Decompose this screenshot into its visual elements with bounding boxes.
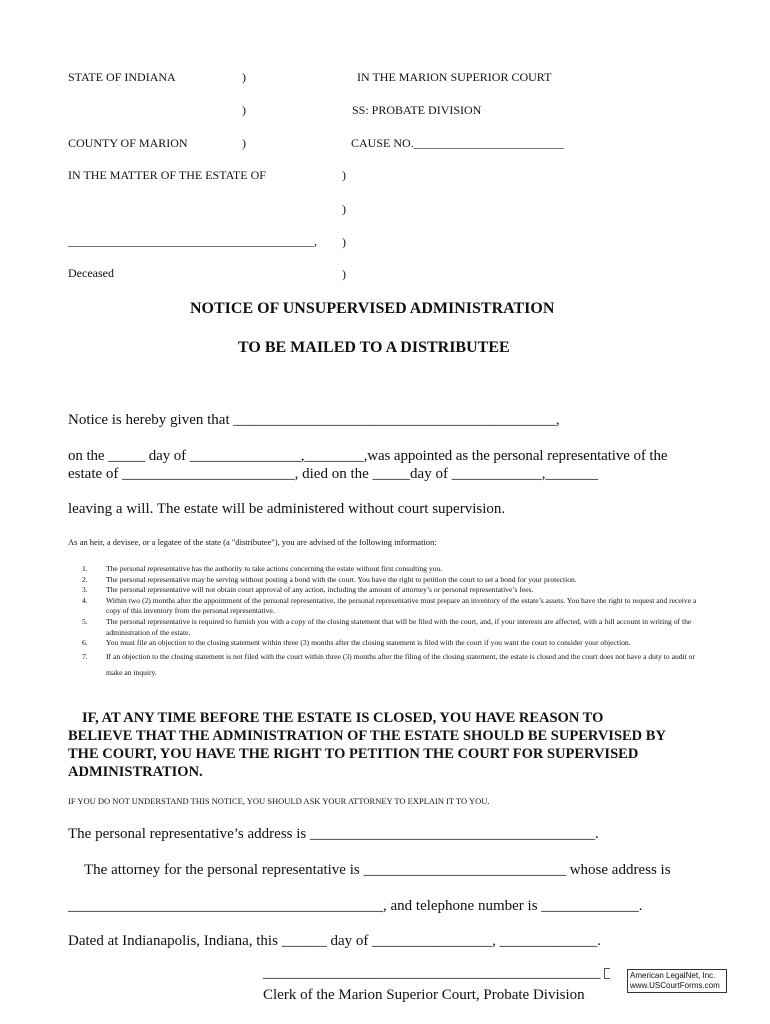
item-text: The personal representative may be serving without posting a bond with the court. You have the right to petition the court to set a bond for your protection. (106, 574, 577, 584)
item-text: The personal representative will not obtain court approval of any action, including the amount of attorney’s or personal representative’s fees. (106, 585, 534, 595)
county-label: COUNTY OF MARION (68, 136, 188, 150)
dated-line: Dated at Indianapolis, Indiana, this ______ day of ________________, _____________. (68, 933, 601, 949)
list-item (82, 596, 702, 617)
list-item (82, 564, 702, 575)
deceased-label: Deceased (68, 266, 114, 280)
item-number: 7. (82, 651, 88, 661)
stamp-company: American LegalNet, Inc. (630, 971, 716, 980)
advisement-text: As an heir, a devisee, or a legatee of the state (a "distributee"), you are advised of the following information: (68, 537, 437, 547)
caption-paren: ) (342, 168, 346, 182)
caption-paren: ) (342, 202, 346, 216)
item-text: The personal representative has the authority to take actions concerning the estate without first consulting you. (106, 564, 443, 573)
estate-of-line: estate of _______________________, died on the _____day of ____________,_______ (68, 466, 598, 482)
item-text: The personal representative is required to furnish you with a copy of the closing statement that will be filed with the court, and, if your interests are affected, with a full account in writing of the administration of the estate. (106, 616, 692, 637)
caption-paren: ) (242, 103, 246, 117)
caption-paren: ) (242, 70, 246, 84)
caption-paren: ) (342, 267, 346, 281)
division-label: SS: PROBATE DIVISION (352, 103, 482, 117)
item-number: 3. (82, 585, 88, 595)
list-item (82, 617, 702, 638)
item-number: 6. (82, 638, 88, 648)
document-subtitle: TO BE MAILED TO A DISTRIBUTEE (238, 339, 510, 356)
list-item (82, 649, 702, 681)
cause-number-field: CAUSE NO._________________________ (351, 136, 564, 150)
clerk-label: Clerk of the Marion Superior Court, Probate Division (263, 987, 585, 1003)
stamp-website: www.USCourtForms.com (630, 981, 720, 990)
item-text: If an objection to the closing statement is not filed with the court within three (3) months after the filing of the closing statement, the estate is closed and the court does not have a duty to audit or make an inquiry. (106, 651, 695, 677)
attorney-line: The attorney for the personal representative is ___________________________ whose address is (84, 862, 671, 878)
list-item (82, 638, 702, 649)
attorney-advice-text: IF YOU DO NOT UNDERSTAND THIS NOTICE, YOU SHOULD ASK YOUR ATTORNEY TO EXPLAIN IT TO YOU. (68, 796, 490, 806)
will-line: leaving a will. The estate will be administered without court supervision. (68, 501, 506, 517)
document-title: NOTICE OF UNSUPERVISED ADMINISTRATION (190, 300, 555, 317)
warning-line-4: ADMINISTRATION. (68, 764, 203, 780)
list-item (82, 575, 702, 586)
warning-line-1: IF, AT ANY TIME BEFORE THE ESTATE IS CLOSED, YOU HAVE REASON TO (82, 710, 604, 726)
list-item (82, 585, 702, 596)
attorney-phone-line: __________________________________________, and telephone number is _____________. (68, 898, 643, 914)
court-label: IN THE MARION SUPERIOR COURT (357, 70, 552, 84)
cursor-bracket-icon (604, 968, 610, 979)
state-label: STATE OF INDIANA (68, 70, 176, 84)
item-number: 5. (82, 616, 88, 626)
representative-address-line: The personal representative’s address is ______________________________________. (68, 826, 599, 842)
publisher-stamp (627, 969, 727, 993)
decedent-name-line: _________________________________________, (68, 234, 317, 248)
item-text: You must file an objection to the closing statement within three (3) months after the closing statement is filed with the court if you want the court to consider your objection. (106, 638, 631, 648)
warning-line-2: BELIEVE THAT THE ADMINISTRATION OF THE ESTATE SHOULD BE SUPERVISED BY (68, 728, 666, 744)
item-text: Within two (2) months after the appointment of the personal representative, the personal representative must prepare an inventory of the estate’s assets. You have the right to request and receive a copy of this inventory from the personal representative. (106, 595, 697, 616)
item-number: 1. (82, 564, 88, 573)
caption-paren: ) (242, 136, 246, 150)
notice-given-line: Notice is hereby given that ___________________________________________, (68, 412, 560, 428)
advisement-list (82, 564, 702, 681)
appointment-line: on the _____ day of _______________,________,was appointed as the personal representative of the (68, 448, 668, 464)
warning-line-3: THE COURT, YOU HAVE THE RIGHT TO PETITION THE COURT FOR SUPERVISED (68, 746, 639, 762)
signature-line: _____________________________________________ (263, 965, 601, 981)
item-number: 4. (82, 595, 88, 605)
caption-paren: ) (342, 235, 346, 249)
item-number: 2. (82, 574, 88, 584)
estate-matter-label: IN THE MATTER OF THE ESTATE OF (68, 168, 266, 182)
